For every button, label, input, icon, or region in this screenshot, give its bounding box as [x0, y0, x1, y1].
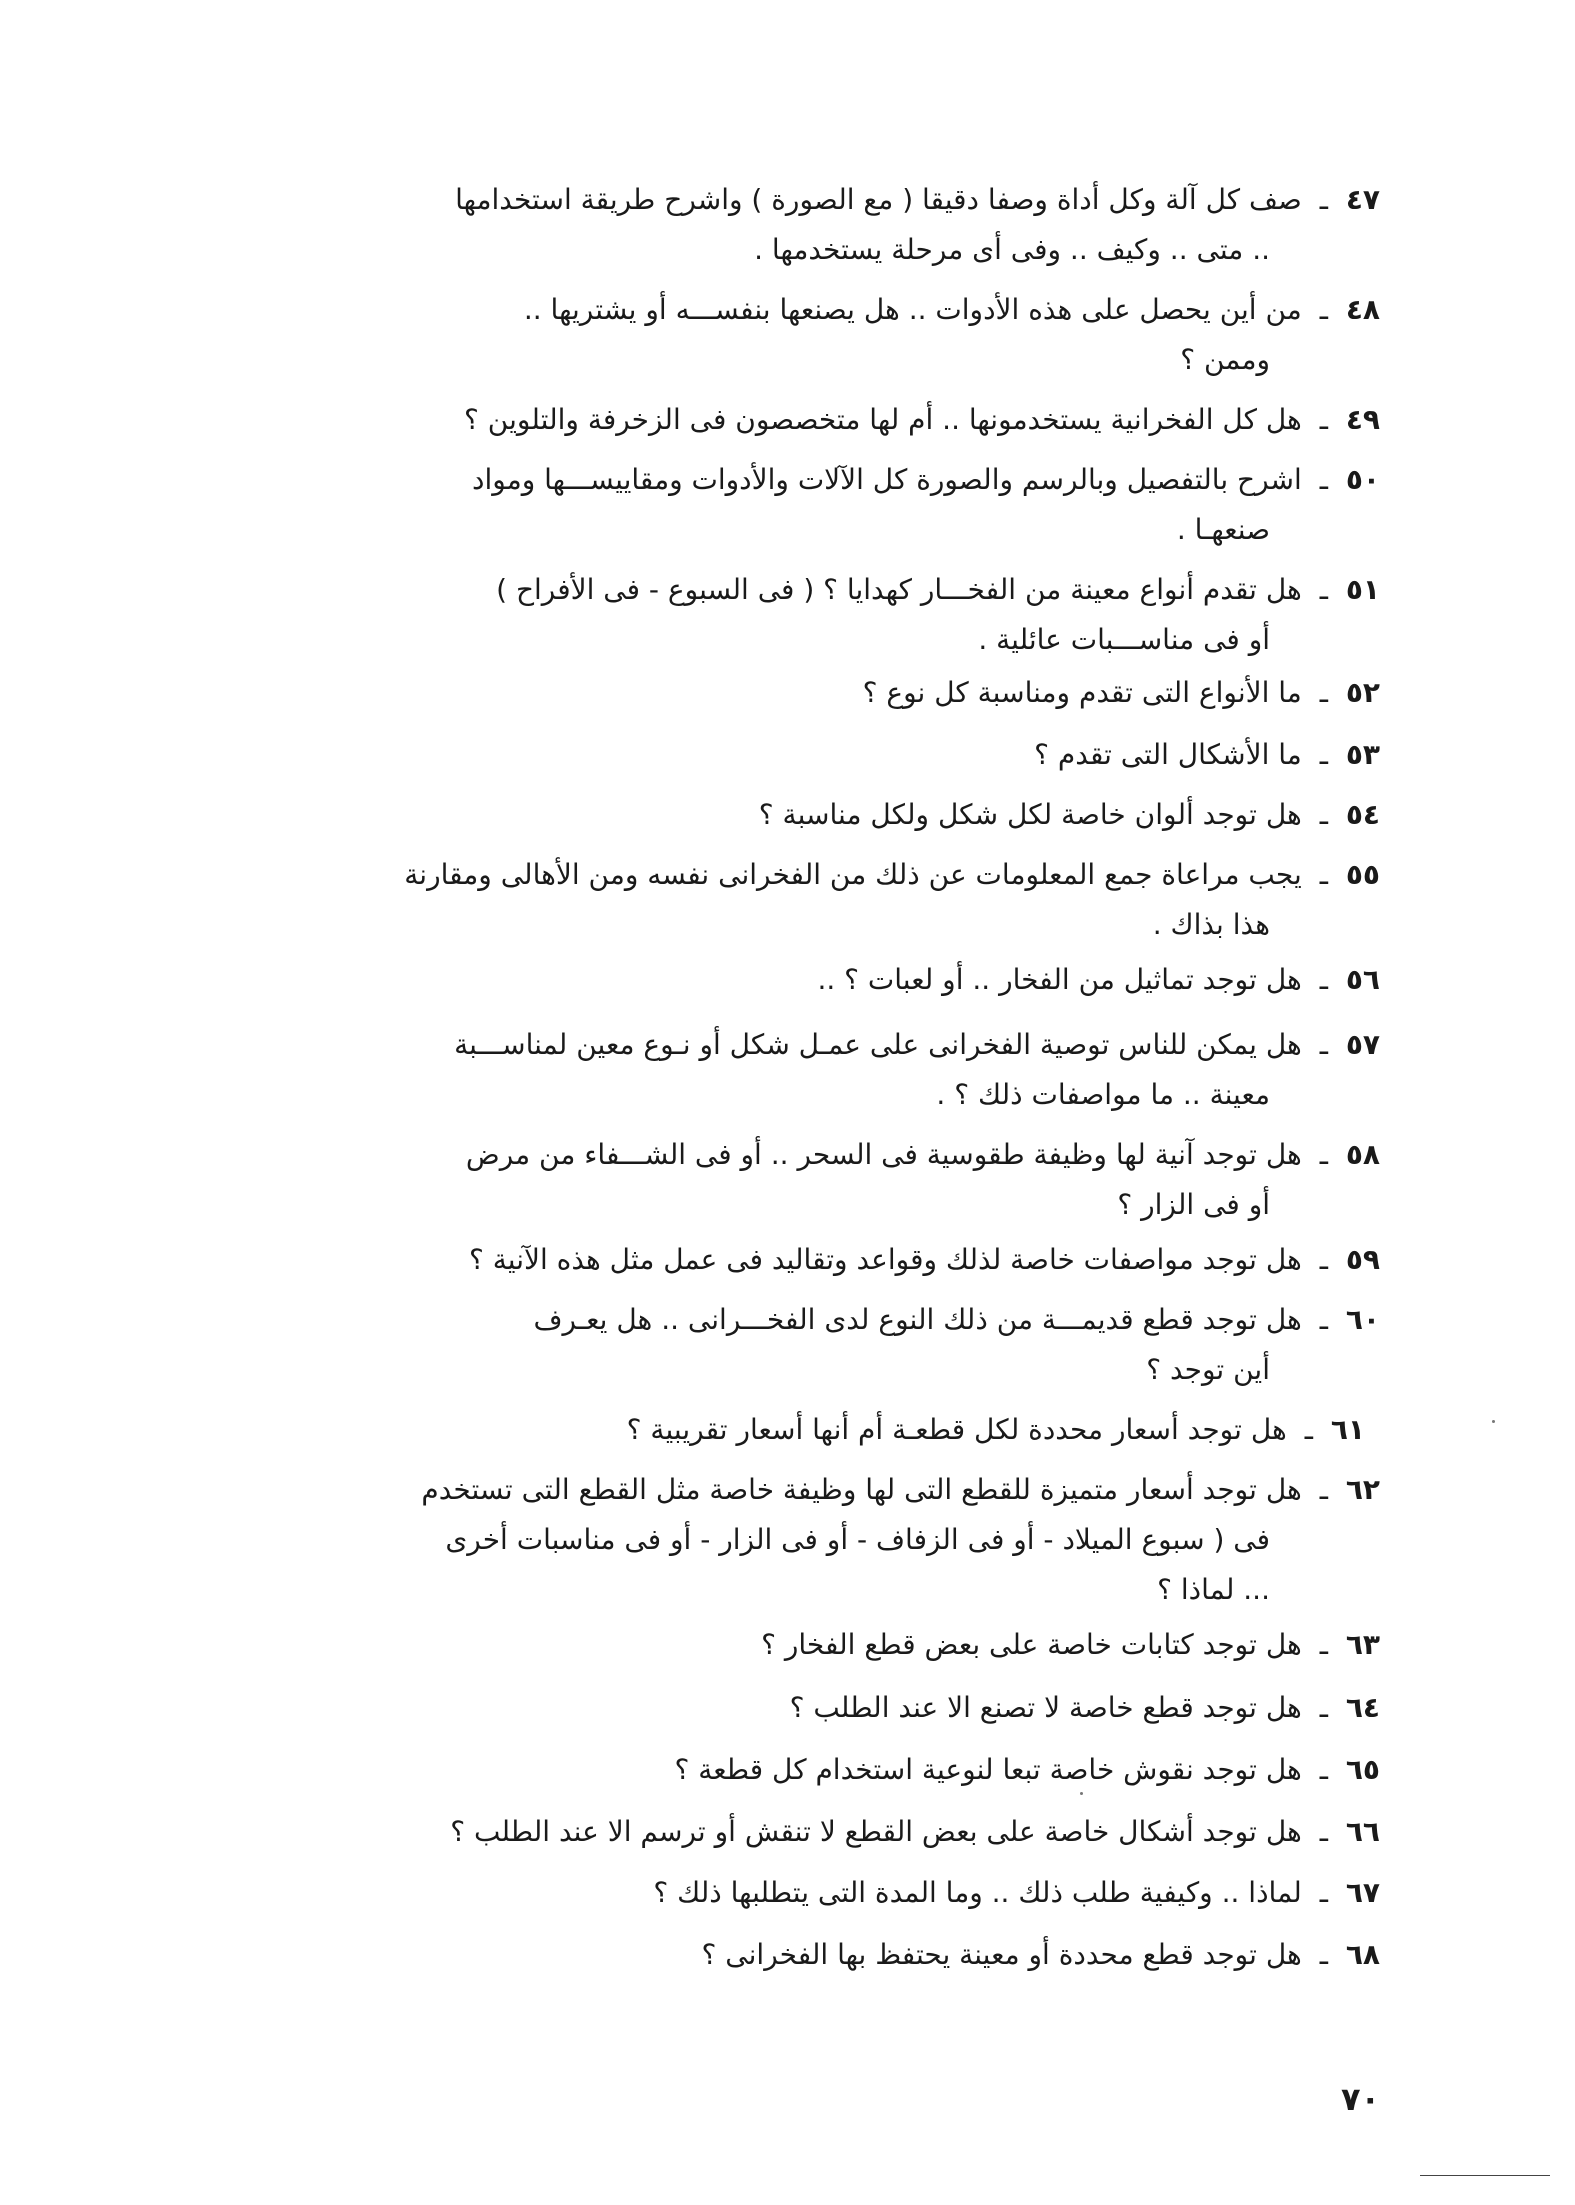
question-52: ٥٢ـما الأنواع التى تقدم ومناسبة كل نوع ؟ — [380, 668, 1380, 718]
question-continuation: وممن ؟ — [1180, 343, 1270, 376]
question-number: ٦٠ — [1345, 1303, 1380, 1336]
question-continuation: أين توجد ؟ — [1146, 1353, 1270, 1386]
question-50: ٥٠ـاشرح بالتفصيل وبالرسم والصورة كل الآلات والأدوات ومقاييســـها ومواد صنعهـا . — [380, 455, 1380, 555]
question-53: ٥٣ـما الأشكال التى تقدم ؟ — [380, 730, 1380, 780]
question-51: ٥١ـهل تقدم أنواع معينة من الفخـــار كهدايا ؟ ( فى السبوع - فى الأفراح ) أو فى مناســـبات عائلية . — [380, 565, 1380, 665]
question-text: هل توجد كتابات خاصة على بعض قطع الفخار ؟ — [761, 1628, 1302, 1661]
question-number: ٦١ — [1330, 1413, 1365, 1446]
question-number: ٥٩ — [1345, 1243, 1380, 1276]
question-text: هل يمكن للناس توصية الفخرانى على عمـل شكل أو نـوع معين لمناســـبة — [454, 1028, 1302, 1061]
question-number: ٦٦ — [1345, 1815, 1380, 1848]
question-text: هل توجد أسعار محددة لكل قطعـة أم أنها أسعار تقريبية ؟ — [626, 1413, 1287, 1446]
scan-speck — [1080, 1792, 1083, 1795]
question-continuation: فى ( سبوع الميلاد - أو فى الزفاف - أو فى الزار - أو فى مناسبات أخرى — [445, 1523, 1270, 1556]
question-57: ٥٧ـهل يمكن للناس توصية الفخرانى على عمـل شكل أو نـوع معين لمناســـبة معينة .. ما مواصفات ذلك ؟ . — [380, 1020, 1380, 1120]
question-continuation: معينة .. ما مواصفات ذلك ؟ . — [936, 1078, 1270, 1111]
question-59: ٥٩ـهل توجد مواصفات خاصة لذلك وقواعد وتقاليد فى عمل مثل هذه الآنية ؟ — [380, 1235, 1380, 1285]
question-number: ٦٢ — [1345, 1473, 1380, 1506]
question-number: ٥٣ — [1345, 738, 1380, 771]
page-number: ٧٠ — [1340, 2080, 1380, 2118]
question-text: هل توجد تماثيل من الفخار .. أو لعبات ؟ .. — [817, 963, 1302, 996]
question-number: ٦٨ — [1345, 1938, 1380, 1971]
question-67: ٦٧ـلماذا .. وكيفية طلب ذلك .. وما المدة التى يتطلبها ذلك ؟ — [380, 1868, 1380, 1918]
question-text: ما الأشكال التى تقدم ؟ — [1034, 738, 1302, 771]
question-66: ٦٦ـهل توجد أشكال خاصة على بعض القطع لا تنقش أو ترسم الا عند الطلب ؟ — [380, 1807, 1380, 1857]
question-text: يجب مراعاة جمع المعلومات عن ذلك من الفخرانى نفسه ومن الأهالى ومقارنة — [404, 858, 1302, 891]
question-continuation: صنعهـا . — [1176, 513, 1270, 546]
question-continuation: أو فى الزار ؟ — [1117, 1188, 1270, 1221]
question-68: ٦٨ـهل توجد قطع محددة أو معينة يحتفظ بها الفخرانى ؟ — [380, 1930, 1380, 1980]
question-number: ٤٩ — [1345, 403, 1380, 436]
question-56: ٥٦ـهل توجد تماثيل من الفخار .. أو لعبات ؟ .. — [380, 955, 1380, 1005]
question-text: هل توجد ألوان خاصة لكل شكل ولكل مناسبة ؟ — [758, 798, 1302, 831]
question-text: هل تقدم أنواع معينة من الفخـــار كهدايا ؟ ( فى السبوع - فى الأفراح ) — [496, 573, 1302, 606]
question-number: ٤٨ — [1345, 293, 1380, 326]
question-58: ٥٨ـهل توجد آنية لها وظيفة طقوسية فى السحر .. أو فى الشـــفاء من مرض أو فى الزار ؟ — [380, 1130, 1380, 1230]
question-number: ٥٠ — [1345, 463, 1380, 496]
question-63: ٦٣ـهل توجد كتابات خاصة على بعض قطع الفخار ؟ — [380, 1620, 1380, 1670]
question-65: ٦٥ـهل توجد نقوش خاصة تبعا لنوعية استخدام كل قطعة ؟ — [380, 1745, 1380, 1795]
question-number: ٦٤ — [1345, 1691, 1380, 1724]
question-text: هل توجد قطع قديمـــة من ذلك النوع لدى الفخـــرانى .. هل يعـرف — [533, 1303, 1302, 1336]
question-47: ٤٧ـصف كل آلة وكل أداة وصفا دقيقا ( مع الصورة ) واشرح طريقة استخدامها .. متى .. وكيف .. وفى أى مرحلة يستخدمها . — [380, 175, 1380, 275]
question-number: ٦٣ — [1345, 1628, 1380, 1661]
question-text: هل توجد نقوش خاصة تبعا لنوعية استخدام كل قطعة ؟ — [674, 1753, 1302, 1786]
question-61: ٦١ـهل توجد أسعار محددة لكل قطعـة أم أنها أسعار تقريبية ؟ — [365, 1405, 1365, 1455]
question-number: ٤٧ — [1345, 183, 1380, 216]
question-54: ٥٤ـهل توجد ألوان خاصة لكل شكل ولكل مناسبة ؟ — [380, 790, 1380, 840]
footer-rule — [1420, 2175, 1550, 2176]
question-number: ٥٢ — [1345, 676, 1380, 709]
question-number: ٥٨ — [1345, 1138, 1380, 1171]
question-text: هل توجد آنية لها وظيفة طقوسية فى السحر .. أو فى الشـــفاء من مرض — [465, 1138, 1302, 1171]
question-continuation: .. متى .. وكيف .. وفى أى مرحلة يستخدمها . — [754, 233, 1270, 266]
question-number: ٦٧ — [1345, 1876, 1380, 1909]
question-48: ٤٨ـمن أين يحصل على هذه الأدوات .. هل يصنعها بنفســـه أو يشتريها .. وممن ؟ — [380, 285, 1380, 385]
question-number: ٥١ — [1345, 573, 1380, 606]
question-49: ٤٩ـهل كل الفخرانية يستخدمونها .. أم لها متخصصون فى الزخرفة والتلوين ؟ — [380, 395, 1380, 445]
question-55: ٥٥ـيجب مراعاة جمع المعلومات عن ذلك من الفخرانى نفسه ومن الأهالى ومقارنة هذا بذاك . — [380, 850, 1380, 950]
question-number: ٦٥ — [1345, 1753, 1380, 1786]
question-text: هل توجد قطع خاصة لا تصنع الا عند الطلب ؟ — [789, 1691, 1302, 1724]
question-number: ٥٤ — [1345, 798, 1380, 831]
question-continuation: هذا بذاك . — [1152, 908, 1270, 941]
question-64: ٦٤ـهل توجد قطع خاصة لا تصنع الا عند الطلب ؟ — [380, 1683, 1380, 1733]
question-text: هل توجد أسعار متميزة للقطع التى لها وظيفة خاصة مثل القطع التى تستخدم — [421, 1473, 1302, 1506]
question-text: صف كل آلة وكل أداة وصفا دقيقا ( مع الصورة ) واشرح طريقة استخدامها — [455, 183, 1302, 216]
question-text: هل توجد أشكال خاصة على بعض القطع لا تنقش أو ترسم الا عند الطلب ؟ — [450, 1815, 1302, 1848]
question-text: لماذا .. وكيفية طلب ذلك .. وما المدة التى يتطلبها ذلك ؟ — [653, 1876, 1302, 1909]
question-text: من أين يحصل على هذه الأدوات .. هل يصنعها بنفســـه أو يشتريها .. — [523, 293, 1302, 326]
question-text: ما الأنواع التى تقدم ومناسبة كل نوع ؟ — [862, 676, 1302, 709]
question-continuation: ... لماذا ؟ — [1157, 1573, 1270, 1606]
question-number: ٥٦ — [1345, 963, 1380, 996]
question-text: اشرح بالتفصيل وبالرسم والصورة كل الآلات والأدوات ومقاييســـها ومواد — [472, 463, 1302, 496]
scan-speck — [1492, 1420, 1495, 1423]
question-number: ٥٥ — [1345, 858, 1380, 891]
question-number: ٥٧ — [1345, 1028, 1380, 1061]
question-60: ٦٠ـهل توجد قطع قديمـــة من ذلك النوع لدى الفخـــرانى .. هل يعـرف أين توجد ؟ — [380, 1295, 1380, 1395]
question-62: ٦٢ـهل توجد أسعار متميزة للقطع التى لها وظيفة خاصة مثل القطع التى تستخدم فى ( سبوع الميلاد - أو فى الزفاف - أو فى الزار - أو فى مناسبات أخرى ... لماذا ؟ — [380, 1465, 1380, 1615]
question-text: هل توجد مواصفات خاصة لذلك وقواعد وتقاليد فى عمل مثل هذه الآنية ؟ — [468, 1243, 1302, 1276]
question-text: هل كل الفخرانية يستخدمونها .. أم لها متخصصون فى الزخرفة والتلوين ؟ — [464, 403, 1302, 436]
question-text: هل توجد قطع محددة أو معينة يحتفظ بها الفخرانى ؟ — [701, 1938, 1302, 1971]
question-continuation: أو فى مناســـبات عائلية . — [978, 623, 1270, 656]
